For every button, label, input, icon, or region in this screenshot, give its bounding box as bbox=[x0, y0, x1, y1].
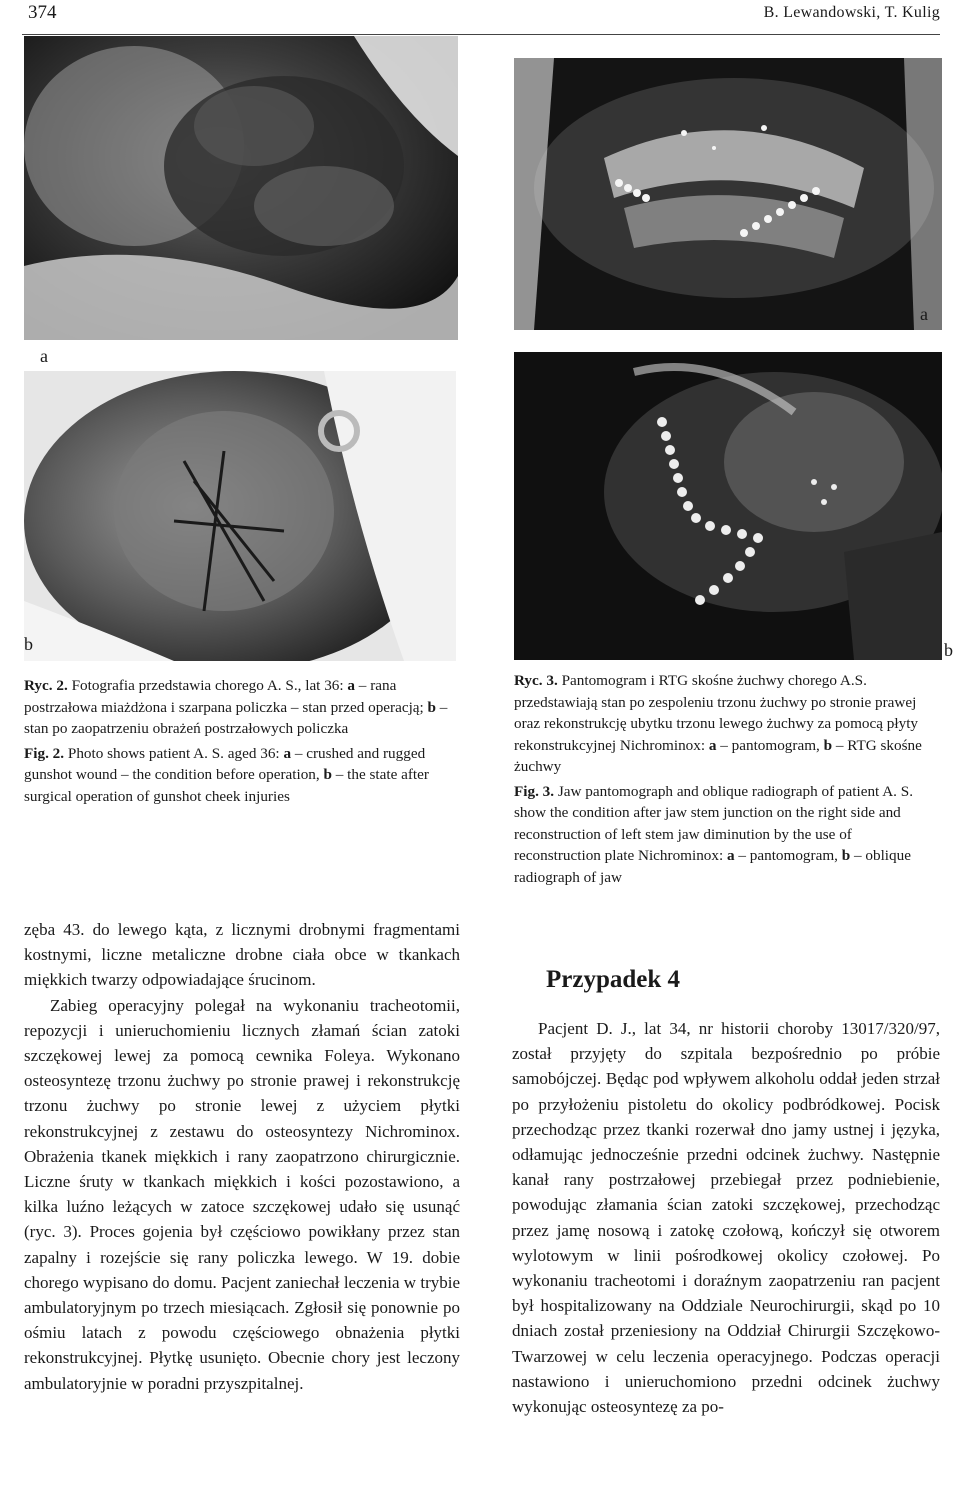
figure-2-caption-english bbox=[24, 743, 456, 808]
figure-2a-photo bbox=[24, 36, 458, 340]
caption-label: Ryc. 2. bbox=[24, 677, 68, 694]
caption-label: Fig. 3. bbox=[514, 782, 555, 800]
caption-text: – stan po zaopatrzeniu obrażeń postrzałowych policzka bbox=[24, 698, 448, 737]
caption-key: a bbox=[283, 744, 292, 762]
caption-text: – pantomogram, bbox=[720, 736, 820, 754]
caption-key: a bbox=[727, 847, 735, 864]
body-paragraph: Pacjent D. J., lat 34, nr historii choroby 13017/320/97, został przyjęty do szpitala bezpośrednio po próbie samobójczej. Będąc pod wpływem alkoholu oddał jeden strzał po przyłożeniu pistoletu do okolicy podbródkowej. Pocisk przechodząc przez tkanki rozerwał dno jamy ustnej i języka, odłamując jednocześnie przedni odcinek żuchwy. Następnie kanał rany postrzałowej przebiegał przez podniebienie, powodując złamania ścian zatoki szczękowej, przechodząc przez jamę nosową i zatokę czołową, kończył się otworem wylotowym w linii pośrodkowej okolicy czołowej. Po wykonaniu tracheotomi i doraźnym zaopatrzeniu ran pacjent był hospitalizowany na Oddziale Neurochirurgii, skąd po 10 dniach został przeniesiony na Oddział Chirurgii Szczękowo-Twarzowej w celu leczenia operacyjnego. Podczas operacji nastawiono i unieruchomiono przedni odcinek żuchwy wykonując osteosyntezę za po- bbox=[512, 1019, 940, 1417]
figure-3b-label: b bbox=[944, 640, 953, 660]
figure-2b-photo bbox=[24, 371, 456, 661]
body-paragraph: zęba 43. do lewego kąta, z licznymi drobnymi fragmentami kostnymi, liczne metaliczne drobne ciała obce w tkankach miękkich twarzy odpowiadające śrucinom. bbox=[24, 920, 460, 990]
caption-text: – crushed and rugged gunshot wound – the condition before operation, bbox=[24, 744, 426, 783]
page-number: 374 bbox=[28, 2, 57, 23]
figure-3a-label: a bbox=[920, 304, 928, 324]
figure-3a-xray bbox=[514, 58, 942, 330]
figure-2b-label: b bbox=[24, 634, 33, 654]
figure-3-caption-polish bbox=[514, 670, 934, 778]
figure-3b-xray bbox=[514, 352, 942, 660]
caption-key: b bbox=[323, 766, 332, 783]
body-paragraph: Zabieg operacyjny polegał na wykonaniu tracheotomii, repozycji i unieruchomieniu licznych złamań ścian zatoki szczękowej lewej za pomocą cewnika Foleya. Wykonano osteosyntezę trzonu żuchwy po stronie prawej i rekonstrukcję trzonu żuchwy po stronie lewej z użyciem płytki rekonstrukcyjnej z zestawu do osteosyntezy Nichrominox. Obrażenia tkanek miękkich i rany zaopatrzono chirurgicznie. Liczne śruty w tkankach miękkich i kości pozostawiono, a kilka luźno leżących w zatoce szczękowej udało się usunąć (ryc. 3). Proces gojenia był częściowo powikłany przez stan zapalny i rozejście się rany policzka lewego. W 19. dobie chorego wypisano do domu. Pacjent zaniechał leczenia w trybie ambulatoryjnym po trzech miesiącach. Zgłosił się ponownie po ośmiu latach z powodu częściowego obnażenia płytki rekonstrukcyjnej. Płytkę usunięto. Obecnie chory jest leczony ambulatoryjnie w poradni przyszpitalnej. bbox=[24, 995, 460, 1393]
caption-key: a bbox=[708, 736, 717, 754]
figure-3-caption bbox=[514, 670, 934, 888]
caption-text: – RTG skośne żuchwy bbox=[514, 736, 922, 775]
caption-text: Fotografia przedstawia chorego A. S., lat 36: bbox=[71, 677, 344, 694]
caption-label: Ryc. 3. bbox=[514, 672, 558, 689]
header-rule bbox=[22, 34, 940, 35]
caption-key: b bbox=[841, 847, 851, 864]
left-column-body bbox=[24, 917, 460, 1396]
running-header-authors: B. Lewandowski, T. Kulig bbox=[763, 4, 940, 21]
figure-2-caption bbox=[24, 675, 456, 807]
figure-2-caption-polish bbox=[24, 675, 456, 740]
caption-key: a bbox=[347, 677, 355, 694]
section-heading: Przypadek 4 bbox=[546, 966, 681, 993]
caption-text: – rana postrzałowa miażdżona i szarpana policzka – stan przed operacją; bbox=[24, 677, 424, 716]
caption-text: Jaw pantomograph and oblique radiograph of patient A. S. show the condition after jaw stem junction on the right side and reconstruction of left stem jaw diminution by the use of reconstruction plate Nichrominox: bbox=[514, 782, 914, 864]
caption-text: – the state after surgical operation of gunshot cheek injuries bbox=[24, 766, 429, 805]
caption-key: b bbox=[823, 736, 833, 754]
caption-text: – pantomogram, bbox=[738, 847, 838, 864]
caption-label: Fig. 2. bbox=[24, 744, 65, 762]
caption-text: Pantomogram i RTG skośne żuchwy chorego A.S. przedstawiają stan po zespoleniu trzonu żuchwy po stronie prawej oraz rekonstrukcję ubytku trzonu lewego żuchwy za pomocą płyty rekonstrukcyjnej Nichrominox: bbox=[514, 672, 919, 754]
figure-2a-label: a bbox=[40, 346, 48, 366]
figure-3-caption-english bbox=[514, 781, 934, 889]
caption-text: – oblique radiograph of jaw bbox=[514, 847, 911, 886]
caption-key: b bbox=[427, 698, 436, 716]
right-column-body bbox=[512, 1016, 940, 1419]
caption-text: Photo shows patient A. S. aged 36: bbox=[67, 744, 280, 762]
